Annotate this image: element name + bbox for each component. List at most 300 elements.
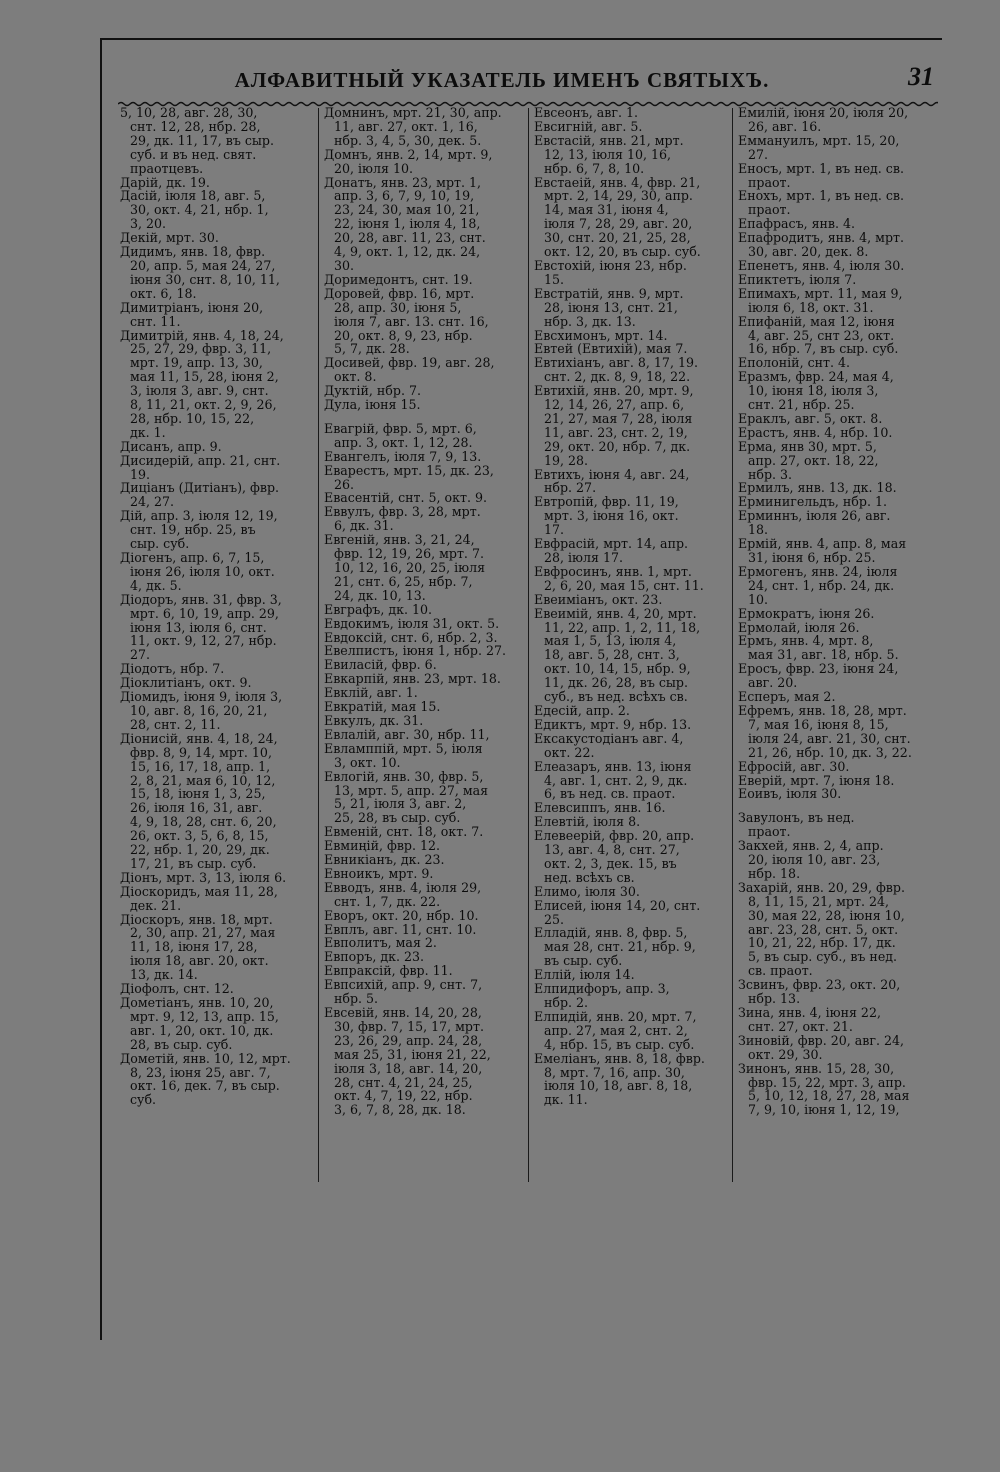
entry-continuation: мая 25, 31, іюня 21, 22, <box>334 1046 491 1062</box>
entry-line: Епифаній, мая 12, іюня <box>738 313 895 329</box>
entry-line: Евсевій, янв. 14, 20, 28, <box>324 1005 482 1020</box>
entry-continuation: авг. 20. <box>748 675 798 691</box>
entry-line: Дисидерій, апр. 21, снт. <box>120 452 281 468</box>
entry-line: Евклій, авг. 1. <box>324 685 418 701</box>
entry-line: Епафрасъ, янв. 4. <box>738 216 856 232</box>
index-entry <box>324 686 522 700</box>
entry-continuation: 28, іюня 13, снт. 21, <box>544 299 678 315</box>
entry-line: Домнъ, янв. 2, 14, мрт. 9, <box>324 146 493 162</box>
index-entry <box>738 881 938 978</box>
index-entry <box>738 356 938 370</box>
entry-line: Евноикъ, мрт. 9. <box>324 865 434 881</box>
entry-continuation: 15. <box>544 271 565 287</box>
entry-continuation: 8, 11, 15, 21, мрт. 24, <box>748 893 889 909</box>
entry-line: Евкратій, мая 15. <box>324 699 441 715</box>
entry-line: Еллій, іюля 14. <box>534 967 635 983</box>
entry-continuation: 20, іюля 10, авг. 23, <box>748 852 881 868</box>
entry-continuation: 10, іюня 18, іюля 3, <box>748 383 879 399</box>
entry-continuation: окт. 10, 14, 15, нбр. 9, <box>544 661 691 677</box>
entry-line: Евфрасій, мрт. 14, апр. <box>534 536 689 552</box>
entry-continuation: 10. <box>748 591 769 607</box>
entry-continuation: суб. <box>130 1092 157 1108</box>
column-divider <box>732 108 733 1182</box>
entry-line: Евлалій, авг. 30, нбр. 11, <box>324 726 490 742</box>
entry-line: Діодоръ, янв. 31, фвр. 3, <box>120 591 282 607</box>
entry-line: Діоклитіанъ, окт. 9. <box>120 675 252 691</box>
entry-continuation: 13, мрт. 5, апр. 27, мая <box>334 782 489 798</box>
entry-continuation: 17, 21, въ сыр. суб. <box>130 855 257 871</box>
index-entry <box>324 728 522 742</box>
entry-line: Еворъ, окт. 20, нбр. 10. <box>324 907 479 923</box>
entry-line: Евстохій, іюня 23, нбр. <box>534 257 687 273</box>
entry-continuation: нбр. 3. <box>748 466 793 482</box>
index-entry <box>120 996 312 1052</box>
index-entry <box>534 537 728 565</box>
index-entry <box>534 329 728 343</box>
entry-continuation: 2, 6, 20, мая 15, снт. 11. <box>544 577 704 593</box>
entry-line: Зиновій, фвр. 20, авг. 24, <box>738 1032 905 1048</box>
entry-line: Епафродитъ, янв. 4, мрт. <box>738 230 905 246</box>
index-entry <box>534 899 728 927</box>
entry-continuation: 20, 28, авг. 11, 23, снт. <box>334 230 486 246</box>
index-entry <box>324 631 522 645</box>
entry-continuation: нбр. 3, дк. 13. <box>544 313 636 329</box>
index-entry <box>738 426 938 440</box>
entry-line: Дуктій, нбр. 7. <box>324 383 421 399</box>
entry-line: Доровей, фвр. 16, мрт. <box>324 285 475 301</box>
index-entry <box>324 422 522 450</box>
entry-line: Діофолъ, снт. 12. <box>120 981 234 997</box>
entry-continuation: 2, 8, 21, мая 6, 10, 12, <box>130 772 276 788</box>
index-entry <box>738 217 938 231</box>
entry-continuation: 4, авг. 1, снт. 2, 9, дк. <box>544 772 688 788</box>
entry-continuation: 26, іюля 16, 31, авг. <box>130 800 263 816</box>
index-entry <box>534 593 728 607</box>
index-entry <box>120 301 312 329</box>
index-entry <box>324 658 522 672</box>
page-title: АЛФАВИТНЫЙ УКАЗАТЕЛЬ ИМЕНЪ СВЯТЫХЪ. <box>234 68 770 92</box>
index-entry <box>324 964 522 978</box>
index-entry <box>738 1006 938 1034</box>
entry-continuation: 3, окт. 10. <box>334 754 401 770</box>
entry-continuation: 28, снт. 2, 11. <box>130 716 221 732</box>
index-entry <box>738 509 938 537</box>
entry-line: Евасентій, снт. 5, окт. 9. <box>324 490 487 506</box>
entry-continuation: іюля 24, авг. 21, 30, снт. <box>748 730 911 746</box>
entry-continuation: 3, 6, 7, 8, 28, дк. 18. <box>334 1102 466 1118</box>
entry-continuation: іюля 10, 18, авг. 8, 18, <box>544 1078 693 1094</box>
index-entry <box>738 162 938 190</box>
index-entry <box>534 468 728 496</box>
entry-continuation: 23, 24, 30, мая 10, 21, <box>334 202 480 218</box>
entry-continuation: 5, 7, дк. 28. <box>334 341 410 357</box>
entry-continuation: окт. 6, 18. <box>130 285 197 301</box>
index-entry <box>534 120 728 134</box>
entry-continuation: 27. <box>748 146 769 162</box>
entry-line: Дасій, іюля 18, авг. 5, <box>120 188 266 204</box>
index-entry <box>120 732 312 871</box>
entry-continuation: снт. 12, 28, нбр. 28, <box>130 118 261 134</box>
entry-line: Едиктъ, мрт. 9, нбр. 13. <box>534 716 692 732</box>
index-entry <box>324 853 522 867</box>
index-entry <box>534 704 728 718</box>
index-entry <box>738 839 938 881</box>
entry-line: Евпраксій, фвр. 11. <box>324 963 453 979</box>
index-entry <box>534 718 728 732</box>
entry-continuation: праот. <box>748 202 791 218</box>
entry-continuation: 23, 26, 29, апр. 24, 28, <box>334 1032 483 1048</box>
entry-line: Емеліанъ, янв. 8, 18, фвр. <box>534 1050 705 1066</box>
entry-line: Діомидъ, іюня 9, іюля 3, <box>120 689 283 705</box>
entry-continuation: снт. 1, 7, дк. 22. <box>334 893 441 909</box>
index-entry <box>324 672 522 686</box>
entry-continuation: 28, іюля 17. <box>544 550 623 565</box>
entry-continuation: 21, снт. 6, 25, нбр. 7, <box>334 573 473 589</box>
entry-line: Евдоксій, снт. 6, нбр. 2, 3. <box>324 629 498 645</box>
entry-line: Евлогій, янв. 30, фвр. 5, <box>324 768 484 784</box>
entry-continuation: 19, 28. <box>544 452 589 468</box>
entry-line: Елпидифоръ, апр. 3, <box>534 981 670 997</box>
entry-continuation: 11, авг. 23, снт. 2, 19, <box>544 424 688 440</box>
entry-continuation: снт. 2, дк. 8, 9, 18, 22. <box>544 369 691 385</box>
index-entry <box>738 634 938 662</box>
entry-line: Еполоній, снт. 4. <box>738 355 851 371</box>
entry-continuation: 28, снт. 4, 21, 24, 25, <box>334 1074 473 1090</box>
entry-continuation: 25, 28, въ сыр. суб. <box>334 810 461 826</box>
entry-line: Евфросинъ, янв. 1, мрт. <box>534 563 692 579</box>
index-entry <box>324 533 522 603</box>
index-entry <box>738 537 938 565</box>
entry-line: Діонисій, янв. 4, 18, 24, <box>120 730 278 746</box>
entry-continuation: 25, 27, 29, фвр. 3, 11, <box>130 341 272 357</box>
entry-line: Евеимій, янв. 4, 20, мрт. <box>534 605 697 621</box>
entry-continuation: іюня 13, іюля 6, снт. <box>130 619 267 635</box>
index-entry <box>534 926 728 968</box>
entry-line: Евелпистъ, іюня 1, нбр. 27. <box>324 643 506 659</box>
index-entry <box>738 134 938 162</box>
entry-continuation: 11, 22, апр. 1, 2, 11, 18, <box>544 619 701 635</box>
entry-continuation: сыр. суб. <box>130 536 190 552</box>
index-entry <box>120 982 312 996</box>
entry-continuation: 27. <box>130 647 151 663</box>
index-entry <box>738 259 938 273</box>
entry-continuation: 29, дк. 11, 17, въ сыр. <box>130 132 274 148</box>
entry-continuation: 5, 10, 12, 18, 27, 28, мая <box>748 1088 910 1104</box>
index-entry <box>324 714 522 728</box>
entry-continuation: 2, 30, апр. 21, 27, мая <box>130 925 276 941</box>
index-entry <box>534 1010 728 1052</box>
entry-continuation: нед. всѣхъ св. <box>544 869 635 885</box>
entry-line: Завулонъ, въ нед. <box>738 810 855 826</box>
index-entry <box>534 176 728 259</box>
entry-line: Евтихій, янв. 20, мрт. 9, <box>534 383 694 399</box>
index-entry <box>534 342 728 356</box>
entry-continuation: 7, 9, 10, іюня 1, 12, 19, <box>748 1102 900 1118</box>
index-entry <box>738 273 938 287</box>
index-entry <box>534 259 728 287</box>
entry-line: Дисанъ, апр. 9. <box>120 438 222 454</box>
index-entry <box>534 384 728 467</box>
index-entry <box>324 617 522 631</box>
entry-line: Ерминнъ, іюля 26, авг. <box>738 508 891 524</box>
entry-continuation: 13, авг. 4, 8, снт. 27, <box>544 842 680 858</box>
entry-continuation: нбр. 13. <box>748 991 801 1007</box>
index-entry <box>324 464 522 492</box>
entry-continuation: 26, окт. 3, 5, 6, 8, 15, <box>130 828 269 844</box>
entry-line: Евстаеій, янв. 4, фвр. 21, <box>534 174 701 190</box>
index-entry <box>324 1006 522 1117</box>
entry-line: Евводъ, янв. 4, іюля 29, <box>324 879 482 895</box>
index-entry <box>738 565 938 607</box>
entry-line: Евиласій, фвр. 6. <box>324 657 437 673</box>
index-entry <box>120 176 312 190</box>
entry-continuation: 11, авг. 27, окт. 1, 16, <box>334 118 478 134</box>
index-entry <box>738 1062 938 1118</box>
entry-line: Доримедонтъ, снт. 19. <box>324 271 473 287</box>
entry-line: Евмиңій, фвр. 12. <box>324 838 441 854</box>
entry-continuation: окт. 2, 3, дек. 15, въ <box>544 855 677 871</box>
entry-continuation: 4, 9, 18, 28, снт. 6, 20, <box>130 814 277 830</box>
entry-continuation: 6, въ нед. св. праот. <box>544 786 676 802</box>
entry-line: Евтей (Евтихій), мая 7. <box>534 341 688 357</box>
entry-continuation: окт. 12, 20, въ сыр. суб. <box>544 244 701 260</box>
index-column-2 <box>324 106 522 1182</box>
entry-line: Зинонъ, янв. 15, 28, 30, <box>738 1060 895 1076</box>
index-entry <box>120 690 312 732</box>
entry-continuation: окт. 16, дек. 7, въ сыр. <box>130 1078 280 1094</box>
entry-continuation: 8, мрт. 7, 16, апр. 30, <box>544 1064 685 1080</box>
index-columns <box>116 106 941 1186</box>
entry-line: Евламппій, мрт. 5, іюля <box>324 740 483 756</box>
entry-line: Евдокимъ, іюля 31, окт. 5. <box>324 615 500 631</box>
index-entry <box>534 732 728 760</box>
index-entry <box>324 287 522 357</box>
entry-line: Діогенъ, апр. 6, 7, 15, <box>120 550 265 565</box>
entry-line: Еварестъ, мрт. 15, дк. 23, <box>324 462 494 478</box>
entry-continuation: 24, снт. 1, нбр. 24, дк. <box>748 577 895 593</box>
entry-continuation: іюля 6, 18, окт. 31. <box>748 299 874 315</box>
entry-continuation: 19. <box>130 466 151 482</box>
entry-line: Дометіанъ, янв. 10, 20, <box>120 995 274 1010</box>
entry-continuation: св. праот. <box>748 963 813 979</box>
entry-continuation: 30, окт. 4, 21, нбр. 1, <box>130 202 269 218</box>
index-entry <box>324 384 522 398</box>
entry-continuation: фвр. 12, 19, 26, мрт. 7. <box>334 546 484 562</box>
entry-continuation: 22, іюня 1, іюля 4, 18, <box>334 216 481 232</box>
entry-continuation: 18, авг. 5, 28, снт. 3, <box>544 647 680 663</box>
index-entry <box>534 829 728 885</box>
entry-continuation: мрт. 2, 14, 29, 30, апр. <box>544 188 693 204</box>
entry-continuation: 6, дк. 31. <box>334 518 394 534</box>
index-entry <box>738 621 938 635</box>
entry-continuation: 28, въ сыр. суб. <box>130 1036 233 1052</box>
entry-line: Евтропій, фвр. 11, 19, <box>534 494 679 510</box>
index-column-1 <box>120 106 312 1182</box>
column-divider <box>528 108 529 1182</box>
index-entry <box>324 176 522 273</box>
index-entry <box>738 662 938 690</box>
index-entry <box>534 134 728 176</box>
entry-line: Ефросій, авг. 30. <box>738 758 850 774</box>
entry-line: Еввулъ, фвр. 3, 28, мрт. <box>324 504 481 520</box>
index-entry <box>534 982 728 1010</box>
index-entry <box>738 774 938 788</box>
index-entry <box>324 923 522 937</box>
page-number: 31 <box>908 62 934 91</box>
index-column-4 <box>738 106 938 1182</box>
entry-line: Дометій, янв. 10, 12, мрт. <box>120 1050 291 1066</box>
entry-line: Евплъ, авг. 11, снт. 10. <box>324 921 477 937</box>
entry-line: Елисей, іюня 14, 20, снт. <box>534 897 701 913</box>
entry-continuation: суб. и въ нед. свят. <box>130 146 257 162</box>
entry-line: Ермолай, іюля 26. <box>738 619 860 635</box>
index-entry <box>738 787 938 801</box>
entry-line: Ермій, янв. 4, апр. 8, мая <box>738 536 907 552</box>
entry-line: Евгеній, янв. 3, 21, 24, <box>324 532 475 548</box>
entry-line: Евменій, снт. 18, окт. 7. <box>324 824 484 840</box>
entry-line: Евкулъ, дк. 31. <box>324 712 424 728</box>
index-entry <box>738 495 938 509</box>
entry-line: Закхей, янв. 2, 4, апр. <box>738 838 884 854</box>
entry-line: Діоскоръ, янв. 18, мрт. <box>120 911 273 927</box>
entry-line: Декій, мрт. 30. <box>120 230 219 246</box>
entry-line: Евтихъ, іюня 4, авг. 24, <box>534 466 690 482</box>
entry-line: Ерма, янв 30, мрт. 5, <box>738 438 877 454</box>
entry-continuation: нбр. 27. <box>544 480 597 496</box>
entry-continuation: 5, 21, іюля 3, авг. 2, <box>334 796 467 812</box>
entry-line: Захарій, янв. 20, 29, фвр. <box>738 879 905 895</box>
entry-continuation: 4, дк. 5. <box>130 577 182 593</box>
entry-line: Ераклъ, авг. 5, окт. 8. <box>738 410 883 426</box>
entry-continuation: 8, 11, 21, окт. 2, 9, 26, <box>130 397 277 413</box>
entry-line: Елладій, янв. 8, фвр. 5, <box>534 925 688 941</box>
column-divider <box>318 108 319 1182</box>
index-entry <box>534 968 728 982</box>
entry-line: Евсеонъ, авг. 1. <box>534 106 639 120</box>
entry-continuation: 26. <box>334 476 355 492</box>
index-entry <box>324 839 522 853</box>
entry-line: Елеазаръ, янв. 13, іюня <box>534 758 692 774</box>
entry-line: Емилій, іюня 20, іюля 20, <box>738 106 909 120</box>
index-entry <box>738 189 938 217</box>
entry-line: Елевеерій, фвр. 20, апр. <box>534 828 695 844</box>
entry-continuation: фвр. 15, 22, мрт. 3, апр. <box>748 1074 906 1090</box>
index-entry <box>324 491 522 505</box>
entry-continuation: 4, авг. 25, снт 23, окт. <box>748 327 895 343</box>
entry-continuation: 10, авг. 8, 16, 20, 21, <box>130 702 268 718</box>
entry-line: Епимахъ, мрт. 11, мая 9, <box>738 285 903 301</box>
entry-continuation: авг. 1, 20, окт. 10, дк. <box>130 1022 274 1038</box>
entry-line: Димитрій, янв. 4, 18, 24, <box>120 327 284 343</box>
entry-continuation: нбр. 5. <box>334 991 379 1007</box>
index-entry <box>738 231 938 259</box>
entry-continuation: мая 31, авг. 18, нбр. 5. <box>748 647 899 663</box>
entry-line: Евеиміанъ, окт. 23. <box>534 591 663 607</box>
entry-line: Зсвинъ, фвр. 23, окт. 20, <box>738 977 901 993</box>
index-entry <box>738 287 938 315</box>
entry-continuation: дк. 1. <box>130 424 166 440</box>
entry-continuation: 7, мая 16, іюня 8, 15, <box>748 716 889 732</box>
entry-continuation: 29, окт. 20, нбр. 7, дк. <box>544 438 691 454</box>
entry-line: Евстратій, янв. 9, мрт. <box>534 285 684 301</box>
index-entry <box>738 811 938 839</box>
entry-line: Елевтій, іюля 8. <box>534 814 641 830</box>
entry-line: Есперъ, мая 2. <box>738 689 836 705</box>
index-entry <box>120 871 312 885</box>
entry-continuation: мрт. 6, 10, 19, апр. 29, <box>130 605 279 621</box>
index-entry <box>738 481 938 495</box>
index-entry <box>324 936 522 950</box>
entry-continuation: нбр. 18. <box>748 865 801 881</box>
entry-continuation: дек. 21. <box>130 897 182 913</box>
entry-continuation: іюля 7, авг. 13. снт. 16, <box>334 313 489 329</box>
entry-continuation: мрт. 19, апр. 13, 30, <box>130 355 263 371</box>
entry-continuation: іюня 30, снт. 8, 10, 11, <box>130 271 280 287</box>
entry-continuation: 4, нбр. 15, въ сыр. суб. <box>544 1036 695 1052</box>
entry-continuation: 15, 18, іюня 1, 3, 25, <box>130 786 266 802</box>
entry-line: Ерминигельдъ, нбр. 1. <box>738 494 887 510</box>
entry-line: Евагрій, фвр. 5, мрт. 6, <box>324 420 477 436</box>
entry-line: Елимо, іюля 30. <box>534 883 640 899</box>
entry-line: Ермократъ, іюня 26. <box>738 605 875 621</box>
entry-line: Еверій, мрт. 7, іюня 18. <box>738 772 895 788</box>
entry-line: Діодотъ, нбр. 7. <box>120 661 225 677</box>
index-entry <box>738 106 938 134</box>
index-entry <box>534 801 728 815</box>
index-entry <box>534 1052 728 1108</box>
index-entry <box>738 370 938 412</box>
entry-continuation: апр. 27, окт. 18, 22, <box>748 452 879 468</box>
entry-continuation: 25. <box>544 911 565 927</box>
entry-continuation: праот. <box>748 824 791 840</box>
index-entry <box>120 1052 312 1108</box>
entry-line: Еммануилъ, мрт. 15, 20, <box>738 132 900 148</box>
index-entry <box>120 481 312 509</box>
index-column-3 <box>534 106 728 1182</box>
entry-continuation: апр. 27, мая 2, снт. 2, <box>544 1022 688 1038</box>
index-entry <box>324 742 522 770</box>
entry-line: Діонъ, мрт. 3, 13, іюля 6. <box>120 869 287 885</box>
entry-continuation: 12, 13, іюля 10, 16, <box>544 146 672 162</box>
index-entry <box>534 356 728 384</box>
index-entry <box>324 644 522 658</box>
entry-continuation: 28, нбр. 10, 15, 22, <box>130 410 255 426</box>
index-entry <box>534 815 728 829</box>
index-entry <box>534 885 728 899</box>
entry-continuation: 21, 27, мая 7, 28, іюля <box>544 410 693 426</box>
index-entry <box>534 106 728 120</box>
entry-continuation: нбр. 2. <box>544 995 589 1010</box>
index-entry <box>120 509 312 551</box>
entry-line: Евстасій, янв. 21, мрт. <box>534 132 684 148</box>
index-entry <box>120 454 312 482</box>
entry-continuation: фвр. 8, 9, 14, мрт. 10, <box>130 744 272 760</box>
index-entry <box>324 398 522 412</box>
entry-line: Ермогенъ, янв. 24, іюля <box>738 563 898 579</box>
entry-line: Еносъ, мрт. 1, въ нед. св. <box>738 160 904 176</box>
index-entry <box>324 450 522 464</box>
entry-line: 5, 10, 28, авг. 28, 30, <box>120 106 258 120</box>
index-entry <box>738 607 938 621</box>
entry-line: Еросъ, фвр. 23, іюня 24, <box>738 661 899 677</box>
entry-continuation: окт. 22. <box>544 744 595 760</box>
index-entry <box>534 565 728 593</box>
entry-continuation: мрт. 9, 12, 13, апр. 15, <box>130 1008 279 1024</box>
entry-continuation: іюля 7, 28, 29, авг. 20, <box>544 216 693 232</box>
entry-line: Епенетъ, янв. 4, іюля 30. <box>738 257 905 273</box>
index-entry <box>534 760 728 802</box>
entry-continuation: 11, 18, іюня 17, 28, <box>130 939 258 955</box>
